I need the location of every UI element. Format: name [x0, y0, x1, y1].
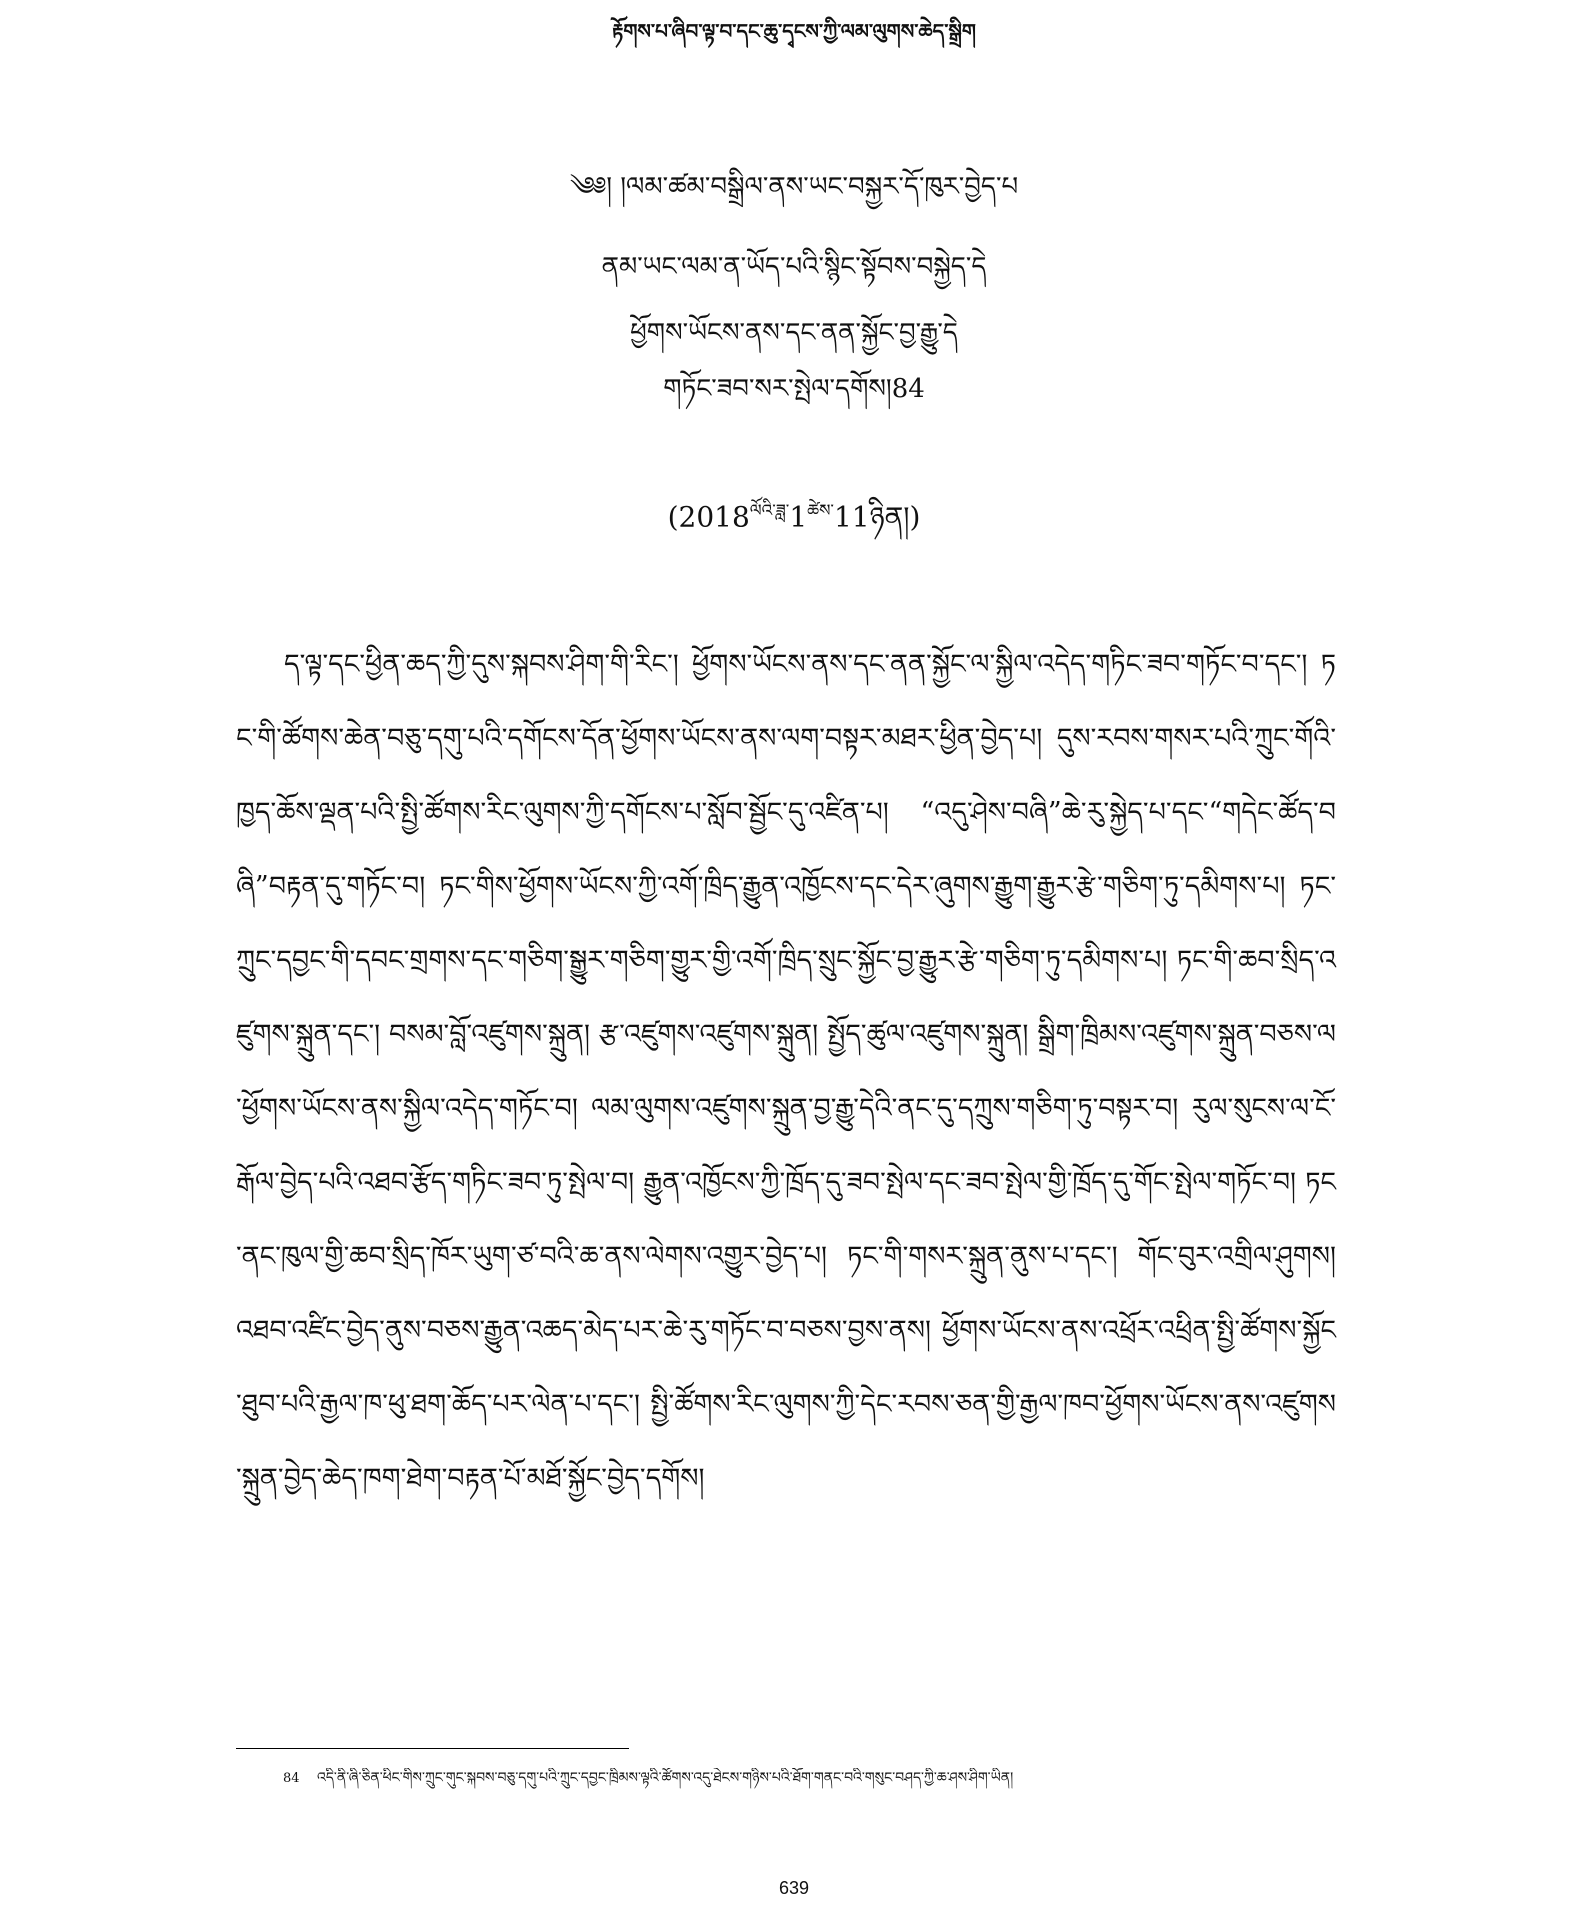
date-year-suffix: ལོའི་ཟླ་	[749, 500, 790, 520]
footnote	[283, 1768, 1343, 1789]
title-block	[0, 170, 1588, 406]
title-line-3: ཕྱོགས་ཡོངས་ནས་དང་ནན་སྐྱོང་བྱ་རྒྱུ་དེ	[630, 318, 958, 348]
page-number: 639	[778, 1878, 810, 1898]
date-year: 2018	[678, 500, 750, 534]
title-line-4-text: གཏོང་ཟབ་སར་སྤེལ་དགོས།	[663, 374, 892, 404]
title-line-4	[0, 372, 1588, 406]
running-head: རྟོགས་པ་ཞིབ་ལྟ་བ་དང་ཆུ་དྭངས་ཀྱི་ལམ་ལུགས་ཆེད་སྒྲིག	[611, 19, 977, 43]
date-month-suffix: ཚེས་	[807, 500, 834, 520]
footnote-number: 84	[283, 1771, 300, 1786]
date-close-paren: )	[909, 500, 921, 534]
date-open-paren: (	[667, 500, 679, 534]
date-day: 11	[833, 500, 870, 534]
title-line-2: ནམ་ཡང་ལམ་ན་ཡོད་པའི་སྙིང་སྟོབས་བསྐྱེད་དེ	[601, 252, 987, 282]
title-line-1: ༄༅། །ལམ་ཚམ་བསྒྲིལ་ནས་ཡང་བསྐྱར་དོ་ཁུར་བྱེད་པ	[569, 172, 1019, 202]
title-footnote-ref[interactable]: 84	[891, 374, 925, 404]
footnote-divider	[236, 1748, 629, 1749]
date-month: 1	[789, 500, 808, 534]
body-paragraph: ད་ལྟ་དང་ཕྱིན་ཆད་ཀྱི་དུས་སྐབས་ཤིག་གི་རིང་། ཕྱོགས་ཡོངས་ནས་དང་ནན་སྐྱོང་ལ་སྐྱིལ་འདེད་གཏིང་ཟབ་གཏོང་བ་དང་། ཏང་གི་ཚོགས་ཆེན་བཅུ་དགུ་པའི་དགོངས་དོན་ཕྱོགས་ཡོངས་ནས་ལག་བསྟར་མཐར་ཕྱིན་བྱེད་པ། དུས་རབས་གསར་པའི་ཀྲུང་གོའི་ཁྱད་ཆོས་ལྡན་པའི་སྤྱི་ཚོགས་རིང་ལུགས་ཀྱི་དགོངས་པ་སློབ་སྦྱོང་དུ་འཛིན་པ། “འདུ་ཤེས་བཞི”ཆེ་རུ་སྐྱེད་པ་དང་“གདེང་ཚོད་བཞི”བརྟན་དུ་གཏོང་བ། ཏང་གིས་ཕྱོགས་ཡོངས་ཀྱི་འགོ་ཁྲིད་རྒྱུན་འཁྱོངས་དང་དེར་ཞུགས་རྒྱུག་རྒྱུར་རྩེ་གཅིག་ཏུ་དམིགས་པ། ཏང་ཀྲུང་དབྱང་གི་དབང་གྲགས་དང་གཅིག་སྒྱུར་གཅིག་གྱུར་གྱི་འགོ་ཁྲིད་སྲུང་སྐྱོང་བྱ་རྒྱུར་རྩེ་གཅིག་ཏུ་དམིགས་པ། ཏང་གི་ཆབ་སྲིད་འཛུགས་སྐྲུན་དང་། བསམ་བློ་འཛུགས་སྐྲུན། རྩ་འཛུགས་འཛུགས་སྐྲུན། སྤྱོད་ཚུལ་འཛུགས་སྐྲུན། སྒྲིག་ཁྲིམས་འཛུགས་སྐྲུན་བཅས་ལ་ཕྱོགས་ཡོངས་ནས་སྐྱིལ་འདེད་གཏོང་བ། ལམ་ལུགས་འཛུགས་སྐྲུན་བྱ་རྒྱུ་དེའི་ནང་དུ་དཀྲུས་གཅིག་ཏུ་བསྟར་བ། རུལ་སུངས་ལ་ངོ་རྒོལ་བྱེད་པའི་འཐབ་རྩོད་གཏིང་ཟབ་ཏུ་སྤེལ་བ། རྒྱུན་འཁྱོངས་ཀྱི་ཁྲོད་དུ་ཟབ་སྤེལ་དང་ཟབ་སྤེལ་གྱི་ཁྲོད་དུ་གོང་སྤེལ་གཏོང་བ། ཏང་ནང་ཁུལ་གྱི་ཆབ་སྲིད་ཁོར་ཡུག་ཙ་བའི་ཆ་ནས་ལེགས་འགྱུར་བྱེད་པ། ཏང་གི་གསར་སྐྲུན་ནུས་པ་དང་། གོང་བུར་འགྲིལ་ཤུགས། འཐབ་འཛིང་བྱེད་ནུས་བཅས་རྒྱུན་འཆད་མེད་པར་ཆེ་རུ་གཏོང་བ་བཅས་བྱས་ནས། ཕྱོགས་ཡོངས་ནས་འཕྲོར་འཕྲིན་སྤྱི་ཚོགས་སྐྱོང་ཐུབ་པའི་རྒྱལ་ཁ་ཕུ་ཐག་ཆོད་པར་ལེན་པ་དང་། སྤྱི་ཚོགས་རིང་ལུགས་ཀྱི་དེང་རབས་ཅན་གྱི་རྒྱལ་ཁབ་ཕྱོགས་ཡོངས་ནས་འཛུགས་སྐྲུན་བྱེད་ཆེད་ཁག་ཐེག་བརྟན་པོ་མཐོ་སྐྱོང་བྱེད་དགོས།	[236, 649, 1336, 1494]
footnote-text: འདི་ནི་ཞི་ཅིན་ཕིང་གིས་ཀྲུང་གུང་སྐབས་བཅུ་དགུ་པའི་ཀྲུང་དབྱང་ཁྲིམས་ལྟའི་ཚོགས་འདུ་ཐེངས་གཉིས་པའི་ཐོག་གནང་བའི་གསུང་བཤད་ཀྱི་ཆ་ཤས་ཤིག་ཡིན།	[317, 1770, 1014, 1786]
date-line	[0, 492, 1588, 535]
date-day-suffix: ཉིན།	[869, 500, 910, 534]
